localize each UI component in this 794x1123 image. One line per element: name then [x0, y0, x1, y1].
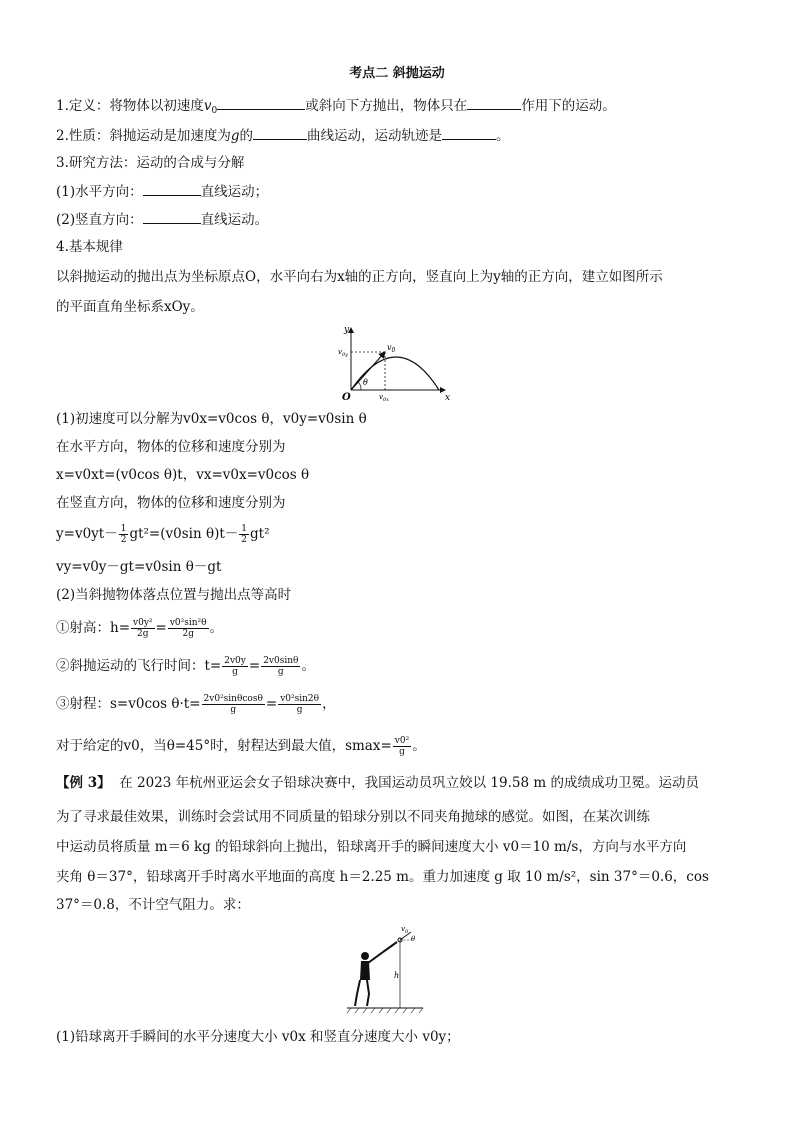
- v0-vector: [351, 352, 385, 390]
- formula-same-height: (2)当斜抛物体落点位置与抛出点等高时: [56, 587, 292, 603]
- h-label: h: [394, 971, 400, 980]
- formula-range: ③射程：s=v0cos θ·t= $\frac{\text{2v0²sinθcosθ}}{g}$ = $\frac{\text{v0²sin2θ}}{g}$ ，: [56, 694, 336, 715]
- y-label: y: [344, 325, 350, 335]
- vertical-label: (2)竖直方向：: [56, 212, 143, 228]
- formula-vertical-intro: 在竖直方向，物体的位移和速度分别为: [56, 495, 286, 511]
- example-line-5: 37°＝0.8，不计空气阻力。求：: [56, 897, 250, 913]
- v0y-label: $v_{0y}$: [338, 348, 348, 358]
- formula-horizontal: x=v0xt=(v0cos θ)t，vx=v0x=v0cos θ: [56, 467, 310, 483]
- coord-line-1: 以斜抛运动的抛出点为坐标原点O，水平向右为x轴的正方向，竖直向上为y轴的正方向，建立如图所示: [56, 269, 663, 285]
- example-tag: 【例 3】: [56, 775, 111, 791]
- v0-symbol: v: [203, 98, 212, 114]
- blank-3: [253, 126, 307, 140]
- formula-vertical-displacement: y=v0yt－ $\frac{1}{2}$ gt²=(v0sin θ)t－ $\frac{1}{2}$ gt²: [56, 524, 270, 545]
- property-text: 2.性质：斜抛运动是加速度为: [56, 128, 231, 144]
- property-text-4: 。: [496, 128, 510, 144]
- property-text-2: 的: [239, 128, 254, 144]
- athlete-figure: [355, 942, 400, 1006]
- theta-label: θ: [363, 378, 368, 387]
- example-line-3: 中运动员将质量 m＝6 kg 的铅球斜向上抛出，铅球离开手的瞬间速度大小 v0＝10 m/s，方向与水平方向: [56, 839, 687, 855]
- law-heading: 4.基本规律: [56, 239, 123, 255]
- example-line-1: 【例 3】 在 2023 年杭州亚运会女子铅球决赛中，我国运动员巩立姣以 19.58 m 的成绩成功卫冕。运动员: [56, 775, 699, 791]
- v0-label: $v_0$: [387, 343, 396, 354]
- horizontal-text: 直线运动；: [200, 184, 269, 200]
- formula-decompose: (1)初速度可以分解为v0x=v0cos θ，v0y=v0sin θ: [56, 411, 367, 427]
- formula-max-height: ①射高：h= $\frac{\text{v0y²}}{2g}$ = $\frac{\text{v0²sin²θ}}{2g}$ 。: [56, 618, 224, 639]
- blank-1: [217, 96, 305, 110]
- definition-text-3: 作用下的运动。: [521, 98, 616, 114]
- horizontal-label: (1)水平方向：: [56, 184, 143, 200]
- formula-horizontal-intro: 在水平方向，物体的位移和速度分别为: [56, 439, 286, 455]
- formula-max-range: 对于给定的v0，当θ=45°时，射程达到最大值，smax= $\frac{\text{v0²}}{g}$ 。: [56, 736, 426, 757]
- definition-line: [56, 96, 616, 120]
- theta-arc: [358, 382, 361, 390]
- property-line: [56, 126, 510, 145]
- projectile-diagram: [335, 322, 460, 402]
- vertical-text: 直线运动。: [200, 212, 269, 228]
- v0-subscript: 0: [211, 106, 218, 116]
- property-text-3: 曲线运动，运动轨迹是: [307, 128, 443, 144]
- coord-line-2: 的平面直角坐标系xOy。: [56, 299, 204, 315]
- example-line-2: 为了寻求最佳效果，训练时会尝试用不同质量的铅球分别以不同夹角抛球的感觉。如图，在某次训练: [56, 809, 650, 825]
- formula-flight-time: ②斜抛运动的飞行时间：t= $\frac{2v0y}{g}$ = $\frac{2v0\sin\theta}{g}$ 。: [56, 656, 315, 677]
- x-label: x: [445, 393, 451, 402]
- horizontal-line: [56, 182, 268, 201]
- example-line-4: 夹角 θ＝37°，铅球离开手时离水平地面的高度 h＝2.25 m。重力加速度 g 取 10 m/s²，sin 37°＝0.6，cos: [56, 869, 709, 885]
- origin-label: O: [342, 392, 351, 402]
- shot-put-diagram: [345, 922, 425, 1014]
- question-1: (1)铅球离开手瞬间的水平分速度大小 v0x 和竖直分速度大小 v0y；: [56, 1029, 460, 1045]
- blank-5: [143, 182, 201, 196]
- formula-vertical-velocity: vy=v0y－gt=v0sin θ－gt: [56, 559, 222, 575]
- g-symbol: g: [230, 128, 240, 144]
- ground-hatching: [347, 1008, 423, 1013]
- vertical-line: [56, 210, 268, 229]
- definition-text: 1.定义：将物体以初速度: [56, 98, 204, 114]
- blank-6: [143, 210, 201, 224]
- theta-label-2: θ: [411, 935, 416, 943]
- blank-4: [442, 126, 496, 140]
- v0x-label: $v_{0x}$: [379, 393, 389, 402]
- half-fraction: $\frac{1}{2}$: [120, 524, 127, 545]
- v0-label-2: $v_0$: [401, 925, 409, 935]
- blank-2: [467, 96, 521, 110]
- section-title: 考点二 斜抛运动: [349, 66, 445, 81]
- method-line: 3.研究方法：运动的合成与分解: [56, 155, 245, 171]
- half-fraction-2: $\frac{1}{2}$: [241, 524, 248, 545]
- definition-text-2: 或斜向下方抛出，物体只在: [305, 98, 468, 114]
